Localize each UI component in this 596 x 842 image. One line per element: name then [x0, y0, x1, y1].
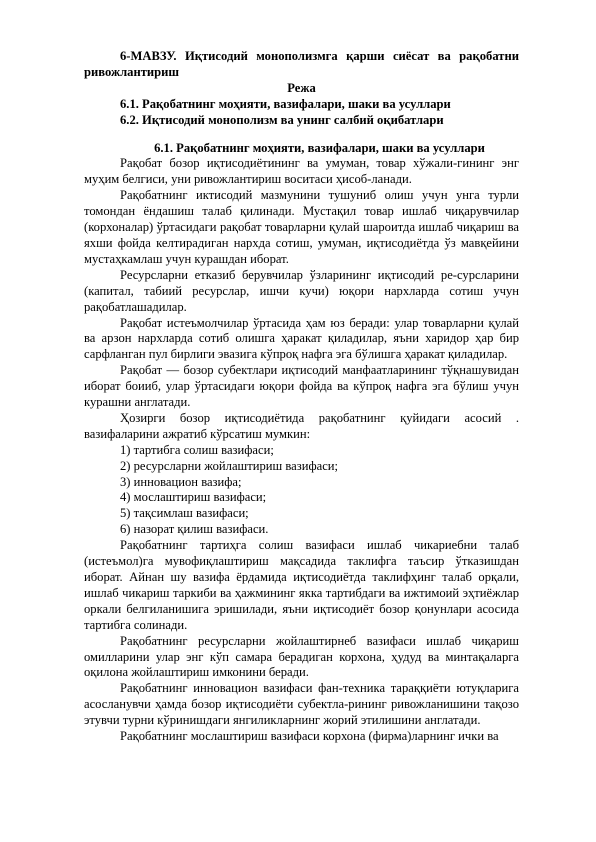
plan-item: 6.1. Рақобатнинг моҳияти, вазифалари, шаки ва усуллари: [120, 96, 451, 111]
document-title: 6-МАВЗУ. Иқтисодий монополизмга қарши сиёсат ва рақобатни ривожлантириш: [84, 49, 519, 79]
document-body: [84, 49, 519, 745]
plan-heading: Режа: [287, 80, 316, 95]
body-paragraph: Рақобатнинг ресурсларни жойлаштирнеб вазифаси ишлаб чиқариш омилларини улар энг кўп самара берадиган корхона, ҳудуд ва минтақаларга оқилона жойлаштириш имконини беради.: [84, 633, 519, 680]
body-paragraph: Рақобат бозор иқтисодиётининг ва умуман, товар хўжали-гининг энг муҳим белгиси, уни ривожлантириш воситаси ҳисоб-ланади.: [84, 156, 519, 187]
body-paragraph: Рақобат — бозор субектлари иқтисодий манфаатларининг тўқнашувидан иборат бoииб, улар ўртасидаги юқори фойда ва кўпроқ нафга эга бўлиш учун курашни англатади.: [84, 363, 519, 410]
body-paragraph: Рақобатнинг тартиҳга солиш вазифаси ишлаб чикариебни талаб (истеъмол)га мувофиқлаштириш мақсадида таклифга таъсир ўтказишдан иборат. Айнан шу вазифа ёрдамида иқтисодиётда таклифҳинг талаб орқали, ишлаб чикариш таркиби ва ҳажмининг якка тартибдаги ва ижтимоий эҳтиёжлар оркали белгиланишига эришилади, яъни иқтисодиёт бозор қонунлари асосида тартибга солинади.: [84, 538, 519, 632]
body-paragraph: Рақобатнинг инновацион вазифаси фан-техника тараққиёти ютуқларига асосланувчи ҳамда бозор иқтисодиёти субектла-рининг ривожланишини тақозо этувчи турни кўринишдаги янгиликларнинг жорий этилишини англатади.: [84, 681, 519, 728]
list-item: 6) назорат қилиш вазифаси.: [120, 522, 269, 537]
body-paragraph: Рақобатнинг иктисодий мазмунини тушуниб олиш учун унга турли томондан ёндашиш талаб қилинади. Мустақил товар ишлаб чиқарувчилар (корхоналар) ўртасидаги рақобат товарларни қулай шароитда ишлаб чиқариш ва яхши фойда келтирадиган нархда сотиш, умуман, иқтисодиётда ўз мавқейини мустаҳкамлаш учун курашдан иборат.: [84, 188, 519, 266]
body-paragraph: Ресурсларни етказиб берувчилар ўзларининг иқтисодий ре-сурсларини (капитал, табиий ресурслар, ишчи кучи) юқори нархларда сотиш учун рақобатлашадилар.: [84, 267, 519, 314]
section-heading: 6.1. Рақобатнинг моҳияти, вазифалари, шаки ва усуллари: [154, 140, 485, 155]
body-paragraph: Рақобат истеъмолчилар ўртасида ҳам юз беради: улар товарларни қулай ва арзон нархларда сотиб олишга ҳаракат қиладилар, яъни харидор ҳар бир сарфланган пул бирлиги эвазига кўпроқ нафга эга бўлишга ҳаракат қиладилар.: [84, 315, 519, 362]
body-paragraph: Рақобатнинг мослаштириш вазифаси корхона (фирма)ларнинг ички ва: [120, 729, 499, 744]
list-item: 3) инновацион вазифа;: [120, 474, 242, 489]
plan-item: 6.2. Иқтисодий монополизм ва унинг салбий оқибатлари: [120, 112, 444, 127]
list-item: 5) тақсимлаш вазифаси;: [120, 506, 249, 521]
list-item: 1) тартибга солиш вазифаси;: [120, 442, 274, 457]
body-paragraph: Ҳозирги бозор иқтисодиётида рақобатнинг қуйидаги асосий . вазифаларини ажратиб кўрсатиш мумкин:: [84, 410, 519, 441]
list-item: 2) ресурсларни жойлаштириш вазифаси;: [120, 458, 339, 473]
list-item: 4) мослаштириш вазифаси;: [120, 490, 267, 505]
